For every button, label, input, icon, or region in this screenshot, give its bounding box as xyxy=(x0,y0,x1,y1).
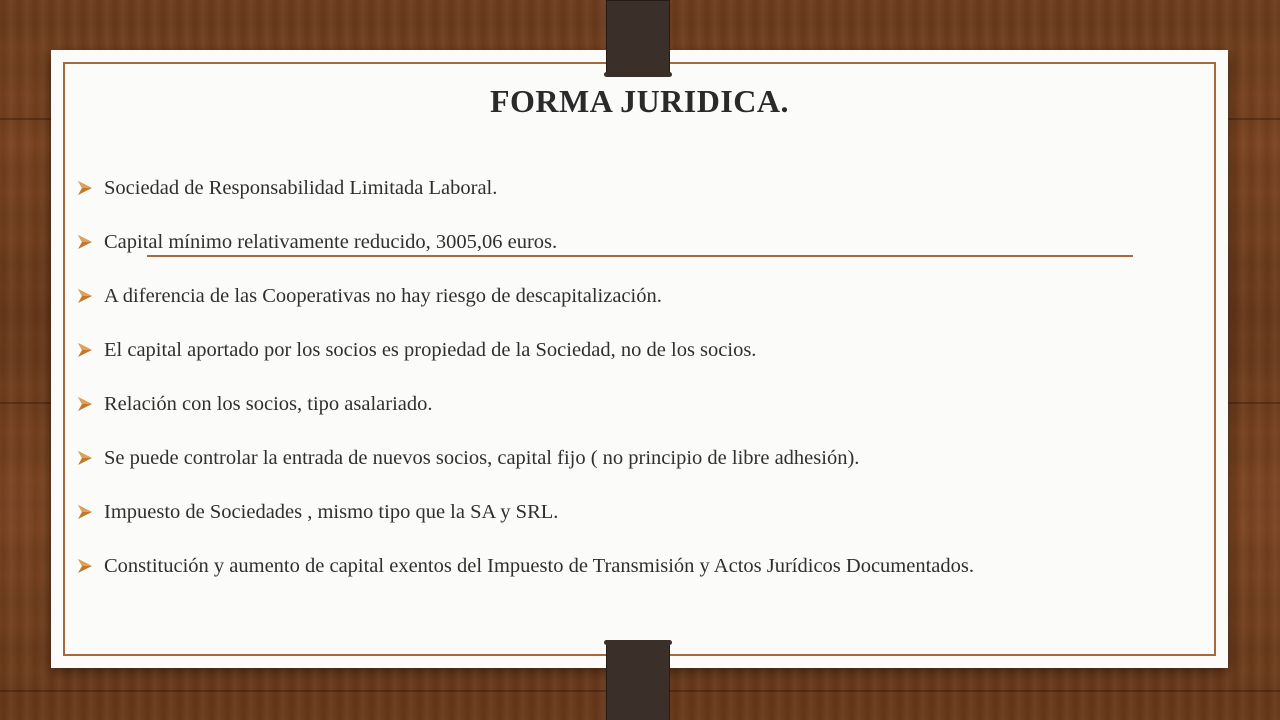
slide-title: FORMA JURIDICA. xyxy=(489,83,790,119)
bullet-text: A diferencia de las Cooperativas no hay riesgo de descapitalización. xyxy=(104,285,662,307)
arrow-bullet-icon xyxy=(76,449,94,467)
bullet-item xyxy=(76,498,1186,526)
arrow-bullet-icon xyxy=(76,395,94,413)
bullet-item xyxy=(76,390,1186,418)
arrow-bullet-icon xyxy=(76,503,94,521)
binder-clip-bottom-icon xyxy=(606,641,670,720)
slide-card xyxy=(51,50,1228,668)
bullet-item xyxy=(76,444,1186,472)
bullet-item xyxy=(76,552,1186,580)
arrow-bullet-icon xyxy=(76,287,94,305)
bullet-item xyxy=(76,282,1186,310)
arrow-bullet-icon xyxy=(76,179,94,197)
bullet-item xyxy=(76,228,1186,256)
bullet-list xyxy=(76,174,1186,580)
arrow-bullet-icon xyxy=(76,341,94,359)
bullet-text: Se puede controlar la entrada de nuevos socios, capital fijo ( no principio de libre adhesión). xyxy=(104,447,860,469)
bullet-text: Impuesto de Sociedades , mismo tipo que la SA y SRL. xyxy=(104,501,559,523)
bullet-text: Relación con los socios, tipo asalariado. xyxy=(104,393,433,415)
bullet-text: Capital mínimo relativamente reducido, 3005,06 euros. xyxy=(104,231,558,253)
bullet-text: Constitución y aumento de capital exentos del Impuesto de Transmisión y Actos Jurídicos Documentados. xyxy=(104,555,974,577)
bullet-text: Sociedad de Responsabilidad Limitada Laboral. xyxy=(104,177,498,199)
arrow-bullet-icon xyxy=(76,557,94,575)
arrow-bullet-icon xyxy=(76,233,94,251)
bullet-item xyxy=(76,336,1186,364)
bullet-text: El capital aportado por los socios es propiedad de la Sociedad, no de los socios. xyxy=(104,339,757,361)
bullet-item xyxy=(76,174,1186,202)
binder-clip-top-icon xyxy=(606,0,670,76)
